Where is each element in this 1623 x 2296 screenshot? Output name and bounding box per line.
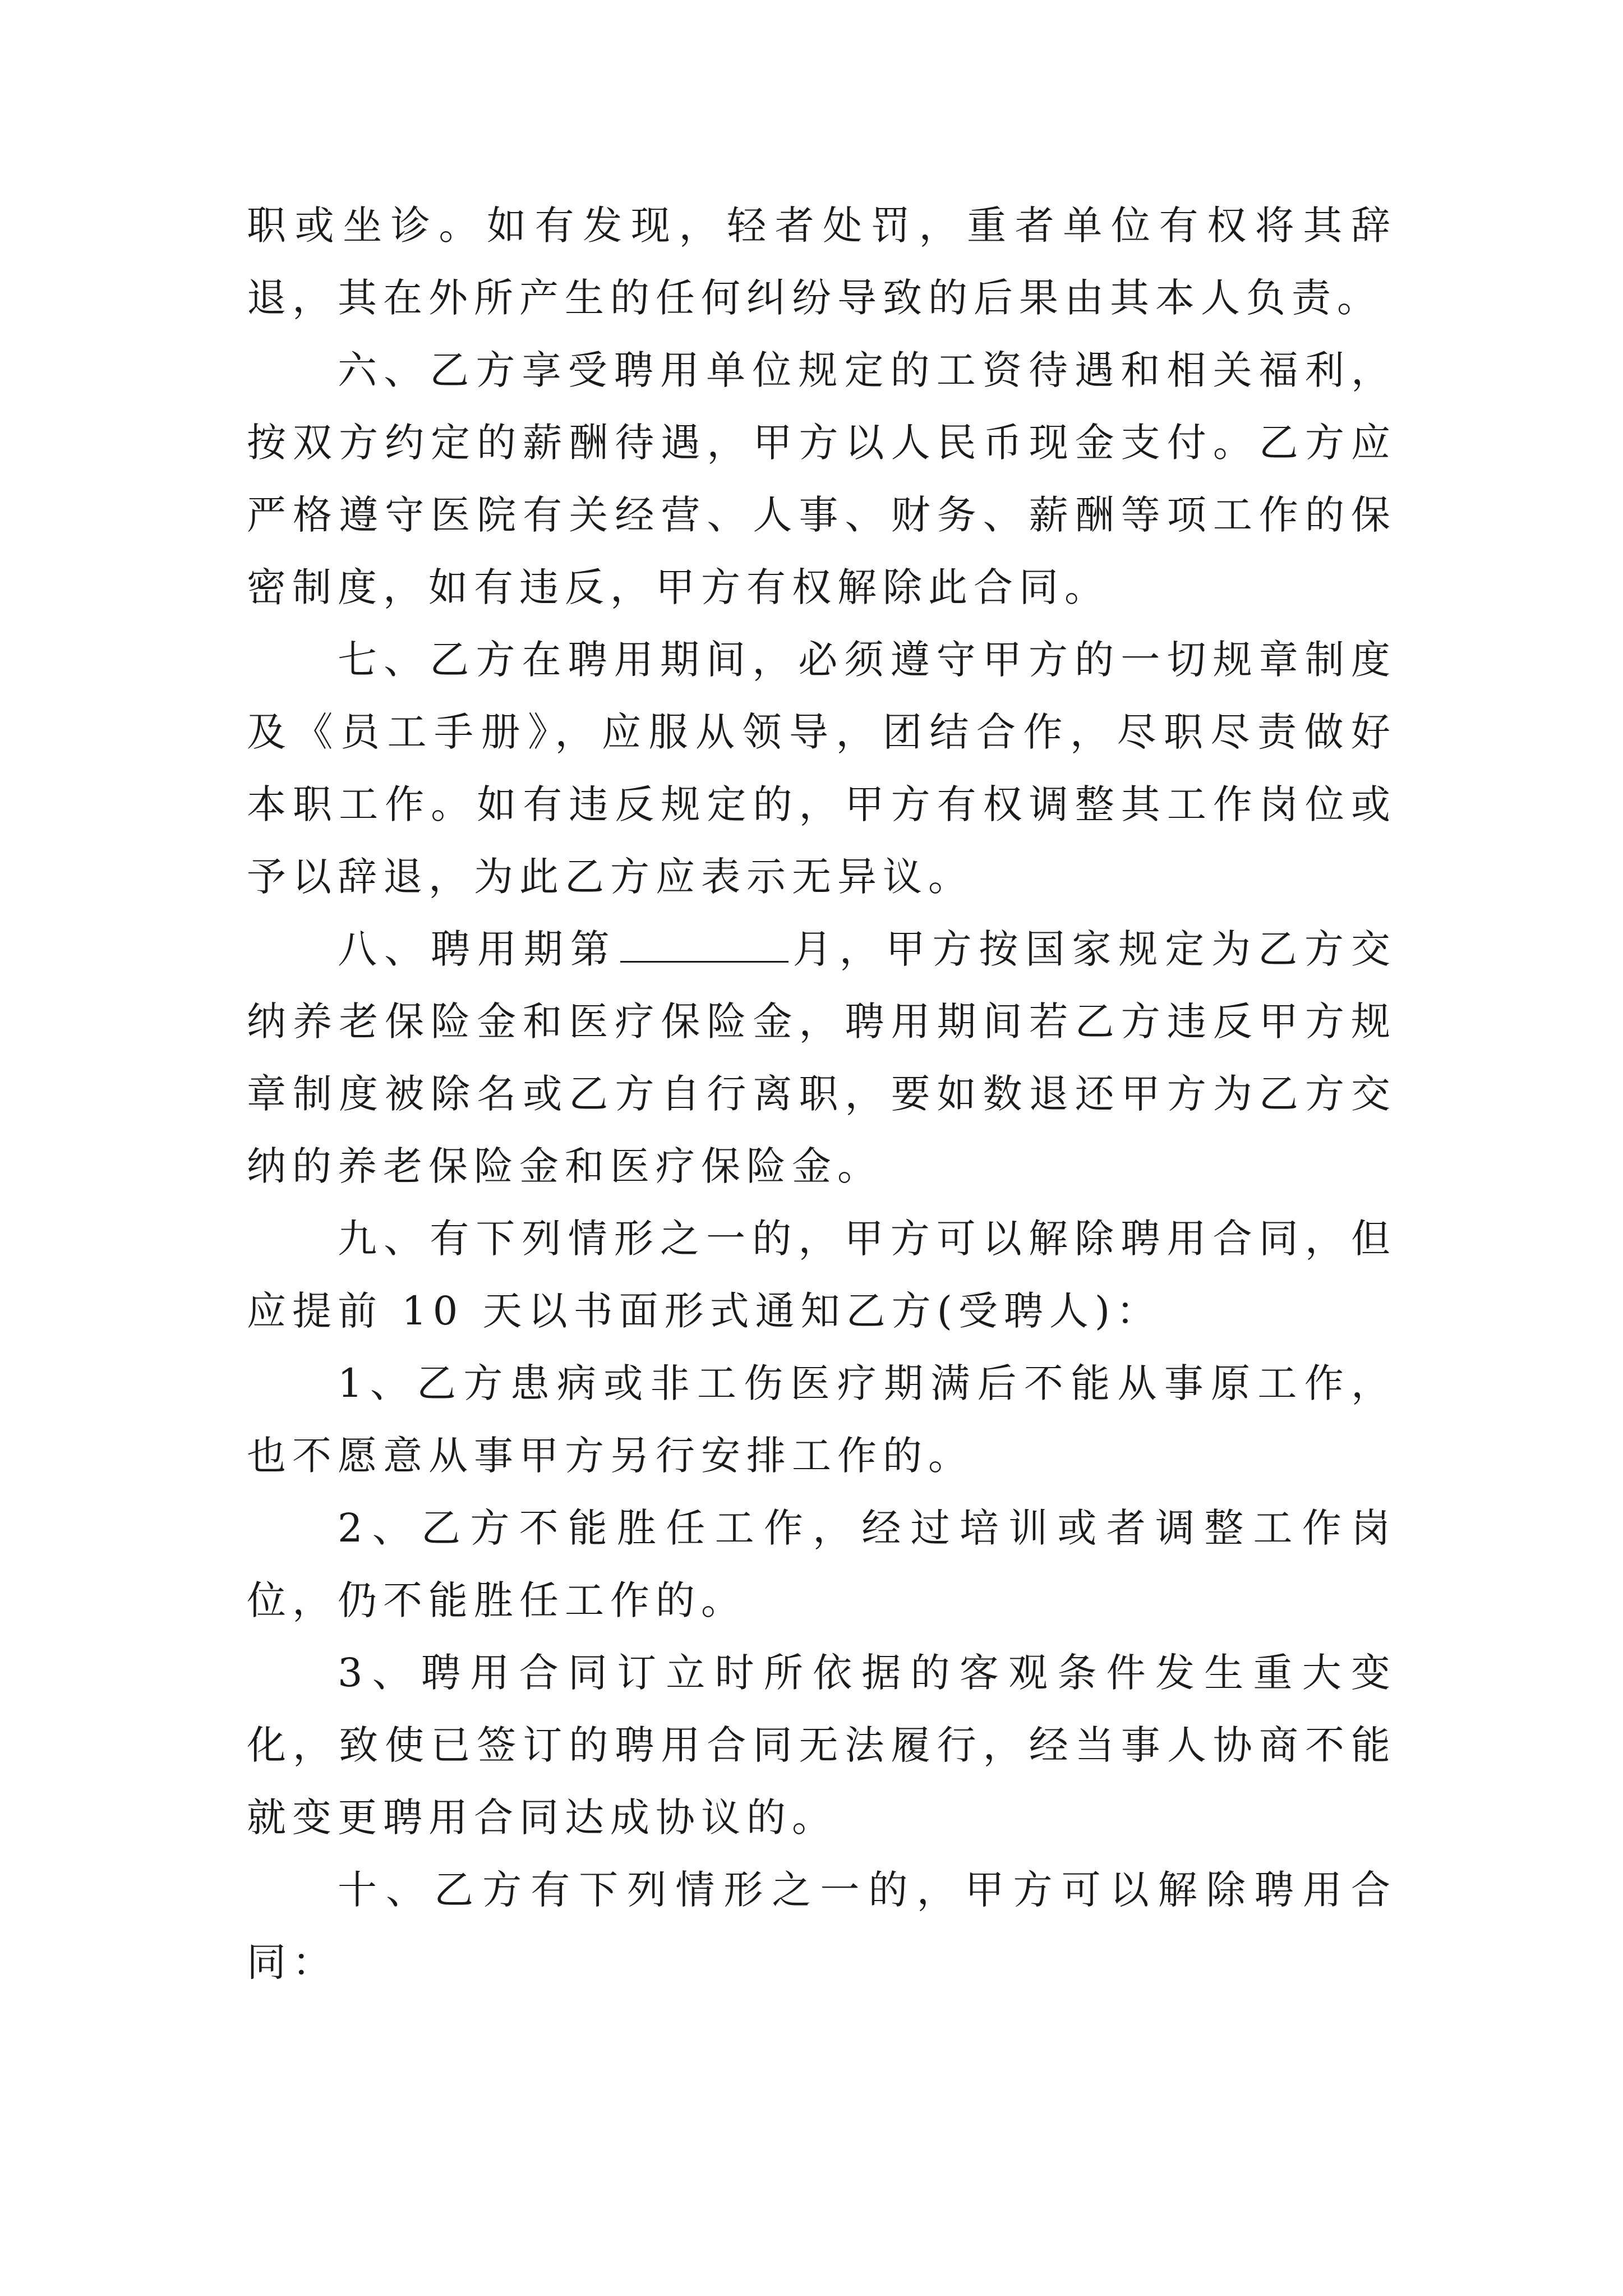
paragraph-item-3: 3、聘用合同订立时所依据的客观条件发生重大变化，致使已签订的聘用合同无法履行，经当事人协商不能就变更聘用合同达成协议的。	[247, 1650, 1396, 1841]
paragraph-clause-6: 六、乙方享受聘用单位规定的工资待遇和相关福利，按双方约定的薪酬待遇，甲方以人民币现金支付。乙方应严格遵守医院有关经营、人事、财务、薪酬等项工作的保密制度，如有违反，甲方有权解除此合同。	[247, 347, 1396, 610]
paragraph-clause-10: 十、乙方有下列情形之一的，甲方可以解除聘用合同：	[247, 1867, 1396, 1985]
fill-in-blank[interactable]	[620, 922, 789, 963]
document-body	[247, 190, 1396, 1999]
paragraph-item-1: 1、乙方患病或非工伤医疗期满后不能从事原工作，也不愿意从事甲方另行安排工作的。	[247, 1360, 1396, 1479]
paragraph-clause-8	[247, 913, 1396, 1203]
paragraph-continuation: 职或坐诊。如有发现，轻者处罚，重者单位有权将其辞退，其在外所产生的任何纠纷导致的后果由其本人负责。	[247, 203, 1396, 321]
paragraph-clause-9: 九、有下列情形之一的，甲方可以解除聘用合同，但应提前 10 天以书面形式通知乙方(受聘人)：	[247, 1216, 1396, 1334]
clause-8-text-before: 八、聘用期第	[338, 926, 617, 972]
paragraph-clause-7: 七、乙方在聘用期间，必须遵守甲方的一切规章制度及《员工手册》，应服从领导，团结合作，尽职尽责做好本职工作。如有违反规定的，甲方有权调整其工作岗位或予以辞退，为此乙方应表示无异议。	[247, 637, 1396, 900]
clause-8-text-after: 月，甲方按国家规定为乙方交纳养老保险金和医疗保险金，聘用期间若乙方违反甲方规章制度被除名或乙方自行离职，要如数退还甲方为乙方交纳的养老保险金和医疗保险金。	[247, 926, 1397, 1189]
paragraph-item-2: 2、乙方不能胜任工作，经过培训或者调整工作岗位，仍不能胜任工作的。	[247, 1505, 1396, 1623]
